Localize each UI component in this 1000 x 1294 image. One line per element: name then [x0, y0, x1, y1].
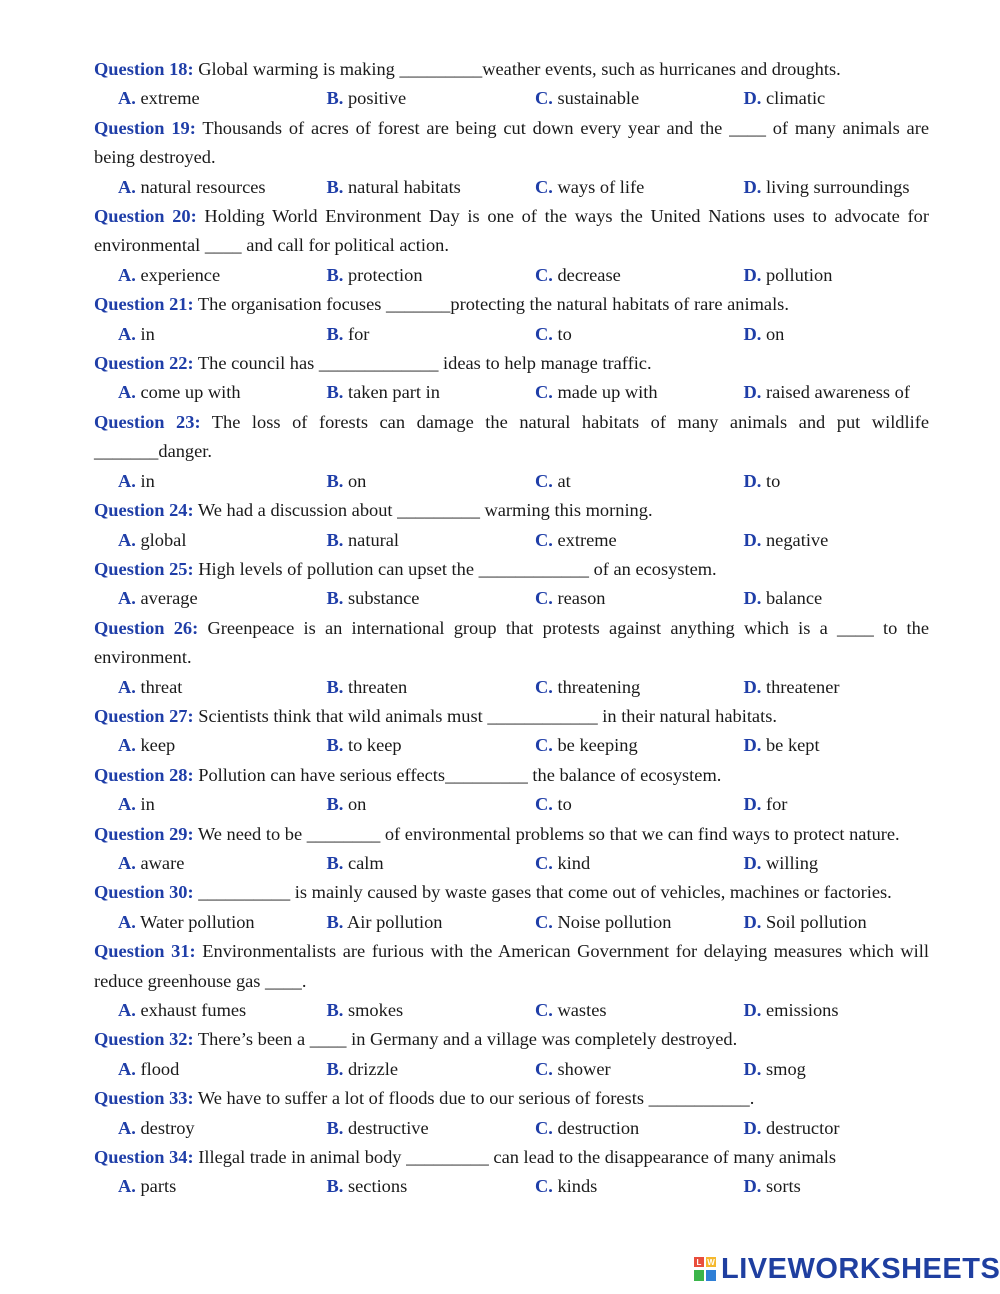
answer-option[interactable] — [535, 1172, 744, 1201]
question-number: Question 28: — [94, 764, 194, 785]
answer-option[interactable] — [535, 378, 744, 407]
answer-option[interactable] — [118, 584, 327, 613]
question-block — [94, 290, 929, 349]
option-text: positive — [343, 88, 407, 109]
option-text: parts — [135, 1176, 177, 1197]
answer-option[interactable] — [327, 673, 536, 702]
question-text: We need to be ________ of environmental problems so that we can find ways to protect nature. — [193, 823, 900, 844]
worksheet-page — [94, 55, 929, 1202]
option-text: pollution — [761, 264, 833, 285]
answer-option[interactable] — [118, 731, 327, 760]
option-letter: B. — [326, 911, 344, 932]
option-text: natural resources — [135, 176, 266, 197]
question-stem — [94, 290, 929, 319]
option-letter: D. — [743, 529, 762, 550]
option-text: calm — [343, 852, 384, 873]
answer-option[interactable] — [118, 996, 327, 1025]
answer-option[interactable] — [118, 908, 327, 937]
option-letter: A. — [118, 382, 136, 403]
option-letter: C. — [535, 264, 553, 285]
answer-option[interactable] — [535, 173, 744, 202]
answer-option[interactable] — [535, 673, 744, 702]
option-letter: C. — [535, 1117, 553, 1138]
question-stem — [94, 937, 929, 996]
answer-option[interactable] — [118, 1172, 327, 1201]
option-letter: C. — [535, 529, 553, 550]
option-letter: C. — [535, 588, 553, 609]
answer-option[interactable] — [118, 849, 327, 878]
question-number: Question 18: — [94, 59, 194, 79]
question-number: Question 32: — [94, 1029, 194, 1050]
option-letter: C. — [535, 676, 553, 697]
option-text: wastes — [552, 1000, 607, 1020]
question-number: Question 30: — [94, 882, 194, 903]
question-number: Question 19: — [94, 117, 196, 138]
question-stem — [94, 1084, 929, 1113]
question-text: Global warming is making _________weather events, such as hurricanes and droughts. — [193, 59, 841, 79]
answer-options — [94, 731, 929, 760]
answer-option[interactable] — [327, 1172, 536, 1201]
question-text: The organisation focuses _______protecting the natural habitats of rare animals. — [193, 294, 789, 315]
question-block — [94, 1143, 929, 1202]
answer-option[interactable] — [535, 908, 744, 937]
option-text: decrease — [552, 264, 621, 285]
answer-option[interactable] — [744, 1114, 840, 1143]
option-text: taken part in — [343, 382, 440, 403]
liveworksheets-logo-icon — [693, 1255, 717, 1283]
answer-option[interactable] — [535, 849, 744, 878]
question-text: __________ is mainly caused by waste gases that come out of vehicles, machines or factories. — [193, 882, 892, 903]
answer-option[interactable] — [327, 378, 536, 407]
question-number: Question 20: — [94, 206, 197, 227]
question-text: Thousands of acres of forest are being cut down every year and the ____ of many animals are being destroyed. — [94, 117, 930, 168]
answer-option[interactable] — [118, 1114, 327, 1143]
question-block — [94, 555, 929, 614]
question-number: Question 21: — [94, 294, 194, 315]
question-stem — [94, 820, 929, 849]
option-text: threatener — [761, 676, 840, 697]
answer-options — [94, 261, 929, 290]
option-letter: A. — [118, 88, 136, 109]
question-stem — [94, 761, 929, 790]
option-text: natural habitats — [343, 176, 461, 197]
question-text: We had a discussion about _________ warming this morning. — [193, 500, 653, 521]
option-letter: B. — [326, 735, 344, 756]
answer-option[interactable] — [535, 261, 744, 290]
option-text: average — [135, 588, 198, 609]
option-letter: D. — [743, 382, 762, 403]
answer-option[interactable] — [744, 320, 785, 349]
option-letter: C. — [535, 176, 553, 197]
option-text: shower — [552, 1058, 611, 1079]
option-letter: B. — [326, 470, 344, 491]
option-letter: D. — [743, 470, 762, 491]
answer-options — [94, 790, 929, 819]
option-text: threat — [135, 676, 183, 697]
option-text: reason — [552, 588, 606, 609]
option-letter: C. — [535, 794, 553, 815]
option-letter: B. — [326, 1117, 344, 1138]
answer-option[interactable] — [118, 526, 327, 555]
answer-options — [94, 84, 929, 113]
question-text: Illegal trade in animal body _________ can lead to the disappearance of many animals — [193, 1147, 837, 1168]
question-block — [94, 349, 929, 408]
question-number: Question 27: — [94, 705, 194, 726]
question-block — [94, 114, 929, 202]
option-text: global — [135, 529, 187, 550]
option-letter: D. — [743, 176, 762, 197]
option-letter: B. — [326, 382, 344, 403]
answer-option[interactable] — [327, 173, 536, 202]
option-text: emissions — [761, 1000, 839, 1020]
answer-option[interactable] — [744, 996, 839, 1025]
answer-option[interactable] — [118, 673, 327, 702]
answer-option[interactable] — [118, 261, 327, 290]
option-letter: B. — [326, 588, 344, 609]
answer-options — [94, 173, 929, 202]
option-letter: B. — [326, 1000, 344, 1020]
option-letter: A. — [118, 735, 136, 756]
answer-option[interactable] — [744, 378, 910, 407]
question-stem — [94, 878, 929, 907]
question-stem — [94, 614, 929, 673]
answer-option[interactable] — [118, 320, 327, 349]
option-letter: B. — [326, 1058, 344, 1079]
question-block — [94, 1084, 929, 1143]
answer-option[interactable] — [535, 584, 744, 613]
answer-options — [94, 673, 929, 702]
option-text: flood — [135, 1058, 180, 1079]
answer-options — [94, 378, 929, 407]
option-text: come up with — [135, 382, 241, 403]
answer-option[interactable] — [744, 849, 819, 878]
option-letter: C. — [535, 1000, 553, 1020]
question-stem — [94, 349, 929, 378]
answer-options — [94, 1055, 929, 1084]
question-text: Greenpeace is an international group that protests against anything which is a ____ to the environment. — [94, 617, 929, 668]
option-text: to — [552, 794, 572, 815]
answer-options — [94, 467, 929, 496]
option-text: for — [761, 794, 788, 815]
answer-option[interactable] — [118, 84, 327, 113]
answer-options — [94, 1114, 929, 1143]
option-letter: D. — [743, 1176, 762, 1197]
option-letter: C. — [535, 735, 553, 756]
option-text: ways of life — [552, 176, 645, 197]
question-number: Question 23: — [94, 411, 201, 432]
option-letter: D. — [743, 911, 762, 932]
option-letter: A. — [118, 588, 136, 609]
option-text: threatening — [552, 676, 641, 697]
liveworksheets-brand: LIVEWORKSHEETS — [721, 1253, 1000, 1285]
option-letter: A. — [118, 794, 136, 815]
svg-text:L: L — [696, 1258, 702, 1267]
question-block — [94, 202, 929, 290]
option-letter: D. — [743, 88, 762, 109]
answer-option[interactable] — [535, 320, 744, 349]
option-letter: D. — [743, 323, 762, 344]
option-letter: B. — [326, 794, 344, 815]
svg-text:W: W — [707, 1258, 715, 1267]
answer-option[interactable] — [327, 320, 536, 349]
option-text: at — [552, 470, 571, 491]
question-number: Question 33: — [94, 1088, 194, 1109]
answer-option[interactable] — [118, 1055, 327, 1084]
answer-option[interactable] — [327, 467, 536, 496]
question-text: High levels of pollution can upset the ____________ of an ecosystem. — [193, 558, 717, 579]
option-text: extreme — [135, 88, 200, 109]
option-text: negative — [761, 529, 829, 550]
option-text: destroy — [135, 1117, 195, 1138]
option-text: to — [761, 470, 781, 491]
option-text: living surroundings — [761, 176, 910, 197]
option-text: be kept — [761, 735, 820, 756]
answer-option[interactable] — [535, 526, 744, 555]
answer-option[interactable] — [744, 526, 829, 555]
option-text: smog — [761, 1058, 806, 1079]
question-text: Scientists think that wild animals must ____________ in their natural habitats. — [193, 705, 777, 726]
answer-option[interactable] — [327, 584, 536, 613]
option-letter: C. — [535, 1058, 553, 1079]
answer-option[interactable] — [535, 1055, 744, 1084]
option-letter: C. — [535, 382, 553, 403]
option-text: natural — [343, 529, 400, 550]
liveworksheets-logo[interactable] — [693, 1252, 1000, 1286]
option-letter: A. — [118, 529, 136, 550]
option-letter: C. — [535, 88, 553, 109]
option-letter: C. — [535, 1176, 553, 1197]
answer-option[interactable] — [327, 849, 536, 878]
option-letter: D. — [743, 794, 762, 815]
option-text: threaten — [343, 676, 408, 697]
answer-options — [94, 908, 929, 937]
answer-option[interactable] — [744, 1172, 801, 1201]
question-stem — [94, 555, 929, 584]
option-text: protection — [343, 264, 423, 285]
answer-options — [94, 996, 929, 1025]
answer-option[interactable] — [744, 673, 840, 702]
option-text: Water pollution — [135, 911, 255, 932]
answer-option[interactable] — [744, 1055, 806, 1084]
question-stem — [94, 702, 929, 731]
option-text: for — [343, 323, 370, 344]
option-letter: A. — [118, 470, 136, 491]
option-text: in — [135, 794, 155, 815]
question-stem — [94, 1025, 929, 1054]
option-text: Noise pollution — [552, 911, 672, 932]
option-text: extreme — [552, 529, 617, 550]
option-text: made up with — [552, 382, 658, 403]
option-text: kind — [552, 852, 591, 873]
option-text: drizzle — [343, 1058, 398, 1079]
question-number: Question 26: — [94, 617, 199, 638]
option-letter: D. — [743, 1000, 762, 1020]
answer-option[interactable] — [744, 467, 781, 496]
question-block — [94, 937, 929, 1025]
option-text: in — [135, 323, 155, 344]
option-text: in — [135, 470, 155, 491]
answer-options — [94, 1172, 929, 1201]
answer-options — [94, 526, 929, 555]
answer-option[interactable] — [535, 790, 744, 819]
option-letter: D. — [743, 588, 762, 609]
question-block — [94, 408, 929, 496]
option-text: Soil pollution — [761, 911, 867, 932]
option-text: aware — [135, 852, 185, 873]
question-number: Question 34: — [94, 1147, 194, 1168]
option-letter: C. — [535, 911, 553, 932]
option-text: sorts — [761, 1176, 801, 1197]
option-letter: C. — [535, 852, 553, 873]
option-text: destructive — [343, 1117, 429, 1138]
answer-option[interactable] — [744, 790, 788, 819]
option-letter: C. — [535, 323, 553, 344]
answer-option[interactable] — [327, 1114, 536, 1143]
answer-option[interactable] — [535, 84, 744, 113]
option-text: destruction — [552, 1117, 640, 1138]
answer-options — [94, 584, 929, 613]
option-letter: A. — [118, 852, 136, 873]
answer-option[interactable] — [744, 84, 826, 113]
question-number: Question 29: — [94, 823, 194, 844]
option-letter: A. — [118, 1058, 136, 1079]
option-letter: B. — [326, 529, 344, 550]
option-letter: D. — [743, 676, 762, 697]
question-stem — [94, 408, 929, 467]
question-text: Holding World Environment Day is one of the ways the United Nations uses to advocate for environmental ____ and call for political action. — [94, 206, 929, 256]
answer-option[interactable] — [327, 1055, 536, 1084]
option-letter: B. — [326, 88, 344, 109]
answer-option[interactable] — [327, 261, 536, 290]
answer-option[interactable] — [327, 84, 536, 113]
option-letter: D. — [743, 852, 762, 873]
option-text: substance — [343, 588, 420, 609]
option-text: experience — [135, 264, 221, 285]
question-number: Question 24: — [94, 500, 194, 521]
answer-option[interactable] — [535, 996, 744, 1025]
question-block — [94, 496, 929, 555]
question-number: Question 25: — [94, 558, 194, 579]
option-text: to keep — [343, 735, 402, 756]
option-text: exhaust fumes — [135, 1000, 247, 1020]
option-letter: B. — [326, 676, 344, 697]
option-text: kinds — [552, 1176, 598, 1197]
option-text: raised awareness of — [761, 382, 910, 403]
option-text: sections — [343, 1176, 408, 1197]
answer-option[interactable] — [535, 1114, 744, 1143]
answer-option[interactable] — [118, 790, 327, 819]
question-block — [94, 614, 929, 702]
option-letter: D. — [743, 1058, 762, 1079]
option-text: climatic — [761, 88, 826, 109]
option-letter: A. — [118, 323, 136, 344]
answer-option[interactable] — [744, 173, 910, 202]
option-letter: B. — [326, 323, 344, 344]
option-text: to — [552, 323, 572, 344]
question-block — [94, 761, 929, 820]
option-text: Air pollution — [343, 911, 443, 932]
answer-option[interactable] — [118, 173, 327, 202]
option-letter: A. — [118, 176, 136, 197]
question-text: There’s been a ____ in Germany and a village was completely destroyed. — [193, 1029, 738, 1050]
question-stem — [94, 202, 929, 261]
answer-option[interactable] — [327, 996, 536, 1025]
answer-option[interactable] — [327, 526, 536, 555]
question-block — [94, 702, 929, 761]
question-stem — [94, 114, 929, 173]
answer-option[interactable] — [118, 467, 327, 496]
option-letter: A. — [118, 911, 136, 932]
question-text: We have to suffer a lot of floods due to our serious of forests ___________. — [193, 1088, 755, 1109]
answer-option[interactable] — [535, 467, 744, 496]
question-stem — [94, 496, 929, 525]
option-letter: B. — [326, 1176, 344, 1197]
answer-option[interactable] — [327, 908, 536, 937]
answer-options — [94, 320, 929, 349]
answer-option[interactable] — [327, 790, 536, 819]
question-stem — [94, 1143, 929, 1172]
answer-options — [94, 849, 929, 878]
option-letter: D. — [743, 264, 762, 285]
answer-option[interactable] — [327, 731, 536, 760]
option-text: on — [343, 470, 367, 491]
option-text: sustainable — [552, 88, 640, 109]
option-text: willing — [761, 852, 819, 873]
option-letter: A. — [118, 1117, 136, 1138]
question-block — [94, 878, 929, 937]
answer-option[interactable] — [535, 731, 744, 760]
option-letter: A. — [118, 1000, 136, 1020]
question-stem — [94, 55, 929, 84]
option-letter: B. — [326, 176, 344, 197]
option-letter: A. — [118, 676, 136, 697]
option-text: destructor — [761, 1117, 840, 1138]
option-letter: A. — [118, 264, 136, 285]
answer-option[interactable] — [744, 584, 823, 613]
question-block — [94, 1025, 929, 1084]
option-letter: D. — [743, 1117, 762, 1138]
question-block — [94, 55, 929, 114]
question-text: The council has _____________ ideas to help manage traffic. — [193, 353, 652, 374]
question-number: Question 22: — [94, 353, 194, 374]
option-text: smokes — [343, 1000, 404, 1020]
answer-option[interactable] — [744, 261, 833, 290]
option-letter: C. — [535, 470, 553, 491]
option-text: on — [343, 794, 367, 815]
option-letter: B. — [326, 264, 344, 285]
option-text: be keeping — [552, 735, 638, 756]
option-letter: D. — [743, 735, 762, 756]
question-number: Question 31: — [94, 941, 196, 962]
answer-option[interactable] — [744, 908, 867, 937]
option-letter: A. — [118, 1176, 136, 1197]
question-text: Environmentalists are furious with the American Government for delaying measures which will reduce greenhouse gas ____. — [94, 941, 930, 991]
answer-option[interactable] — [118, 378, 327, 407]
answer-option[interactable] — [744, 731, 820, 760]
option-text: balance — [761, 588, 823, 609]
question-text: The loss of forests can damage the natural habitats of many animals and put wildlife _______danger. — [94, 411, 930, 462]
question-block — [94, 820, 929, 879]
question-text: Pollution can have serious effects_________ the balance of ecosystem. — [193, 764, 722, 785]
option-letter: B. — [326, 852, 344, 873]
option-text: on — [761, 323, 785, 344]
option-text: keep — [135, 735, 176, 756]
